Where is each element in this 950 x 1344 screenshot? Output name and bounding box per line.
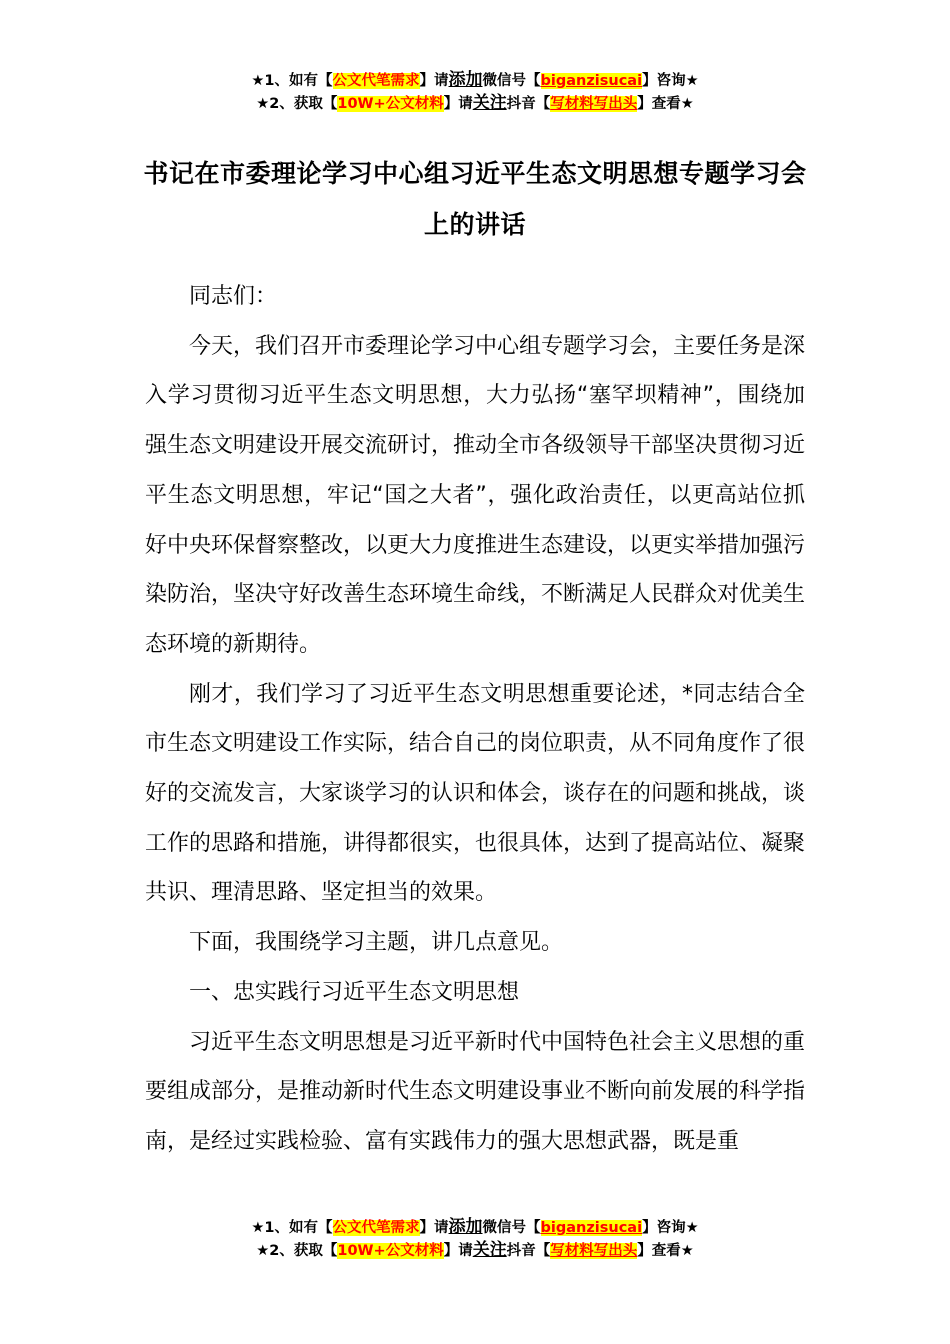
paragraph: 今天，我们召开市委理论学习中心组专题学习会，主要任务是深入学习贯彻习近平生态文明思想，大力弘扬“塞罕坝精神”，围绕加强生态文明建设开展交流研讨，推动全市各级领导干部坚决贯彻习近平生态文明思想，牢记“国之大者”，强化政治责任，以更高站位抓好中央环保督察整改，以更大力度推进生态建设，以更实举措加强污染防治，坚决守好改善生态环境生命线，不断满足人民群众对优美生态环境的新期待。	[145, 333, 806, 657]
salutation: 同志们：	[189, 284, 278, 309]
promo-banner-top	[0, 69, 950, 115]
promo-text: 】请	[419, 73, 449, 89]
document-title: 书记在市委理论学习中心组习近平生态文明思想专题学习会上的讲话	[143, 159, 807, 239]
highlight-service: 公文代笔需求	[332, 73, 420, 89]
promo-text: 微信号【	[482, 1220, 541, 1236]
wechat-id-link[interactable]: biganzisucai	[540, 1220, 643, 1236]
promo-text: 】查看★	[637, 96, 694, 112]
promo-text: ★2、获取【	[256, 96, 338, 112]
promo-line-1	[0, 1216, 950, 1239]
section-heading: 一、忠实践行习近平生态文明思想	[189, 979, 520, 1005]
douyin-account-link[interactable]: 写材料写出头	[550, 96, 638, 112]
promo-text: 抖音【	[506, 96, 551, 112]
promo-text: 】请	[443, 1243, 473, 1259]
paragraph: 习近平生态文明思想是习近平新时代中国特色社会主义思想的重要组成部分，是推动新时代生态文明建设事业不断向前发展的科学指南，是经过实践检验、富有实践伟力的强大思想武器，既是重	[145, 1029, 806, 1154]
promo-text: 】咨询★	[642, 73, 699, 89]
emphasis-add: 添加	[448, 1217, 483, 1237]
promo-line-2	[0, 92, 950, 115]
highlight-materials: 10W+公文材料	[337, 1243, 444, 1259]
document-body	[145, 272, 805, 1167]
wechat-id-link[interactable]: biganzisucai	[540, 73, 643, 89]
promo-text: 微信号【	[482, 73, 541, 89]
paragraph: 下面，我围绕学习主题，讲几点意见。	[189, 930, 564, 956]
emphasis-follow: 关注	[472, 93, 507, 113]
emphasis-follow: 关注	[472, 1240, 507, 1260]
douyin-account-link[interactable]: 写材料写出头	[550, 1243, 638, 1259]
promo-text: 】请	[443, 96, 473, 112]
promo-text: 】咨询★	[642, 1220, 699, 1236]
promo-text: ★2、获取【	[256, 1243, 338, 1259]
promo-line-2	[0, 1239, 950, 1262]
promo-banner-bottom	[0, 1216, 950, 1262]
emphasis-add: 添加	[448, 70, 483, 90]
promo-text: 】请	[419, 1220, 449, 1236]
paragraph: 刚才，我们学习了习近平生态文明思想重要论述，*同志结合全市生态文明建设工作实际，结合自己的岗位职责，从不同角度作了很好的交流发言，大家谈学习的认识和体会，谈存在的问题和挑战，谈工作的思路和措施，讲得都很实，也很具体，达到了提高站位、凝聚共识、理清思路、坚定担当的效果。	[145, 681, 806, 906]
highlight-materials: 10W+公文材料	[337, 96, 444, 112]
promo-text: 抖音【	[506, 1243, 551, 1259]
promo-text: 】查看★	[637, 1243, 694, 1259]
promo-text: ★1、如有【	[251, 1220, 333, 1236]
promo-text: ★1、如有【	[251, 73, 333, 89]
highlight-service: 公文代笔需求	[332, 1220, 420, 1236]
promo-line-1	[0, 69, 950, 92]
